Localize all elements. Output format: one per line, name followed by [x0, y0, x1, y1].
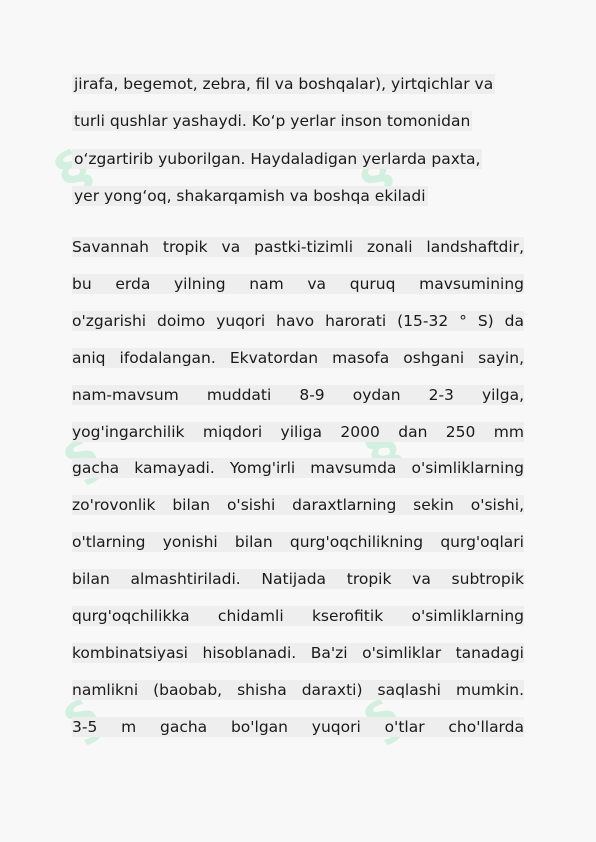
paragraph-line-text: nam-mavsum muddati 8-9 oydan 2-3 yilga,	[72, 386, 524, 404]
paragraph-line	[72, 532, 524, 552]
paragraph-line-text: zo'rovonlik bilan o'sishi daraxtlarning sekin o'sishi,	[72, 496, 524, 514]
paragraph-line-text: Savannah tropik va pastki-tizimli zonali landshaftdir,	[72, 238, 524, 256]
paragraph-line-text: o'tlarning yonishi bilan qurg'oqchilikning qurg'oqlari	[72, 533, 524, 551]
paragraph-line-text: aniq ifodalangan. Ekvatordan masofa oshgani sayin,	[72, 349, 524, 367]
paragraph-line	[72, 458, 524, 478]
paragraph-line-text: o'zgarishi doimo yuqori havo harorati (15-32 ° S) da	[72, 312, 524, 330]
paragraph-line: yer yong‘oq, shakarqamish va boshqa ekiladi	[74, 187, 426, 205]
paragraph-line-text: namlikni (baobab, shisha daraxti) saqlashi mumkin.	[72, 681, 524, 699]
paragraph-line-text: kombinatsiyasi hisoblanadi. Ba'zi o'simliklar tanadagi	[72, 644, 524, 662]
watermark-logo-icon: §	[44, 138, 101, 205]
paragraph-line: o‘zgartirib yuborilgan. Haydaladigan yerlarda paxta,	[74, 150, 481, 168]
paragraph-line	[72, 237, 524, 257]
paragraph-line-text: qurg'oqchilikka chidamli kserofitik o'simliklarning	[72, 607, 524, 625]
watermark-logo-icon: §	[354, 418, 411, 485]
paragraph-line	[72, 385, 524, 405]
paragraph-line-text: gacha kamayadi. Yomg'irli mavsumda o'simliklarning	[72, 459, 524, 477]
paragraph-line-text: bu erda yilning nam va quruq mavsumining	[72, 275, 524, 293]
paragraph-line	[72, 311, 524, 331]
paragraph-line	[72, 274, 524, 294]
paragraph-line	[72, 717, 524, 737]
paragraph-line-text: 3-5 m gacha bo'lgan yuqori o'tlar cho'llarda	[72, 718, 524, 736]
paragraph-line	[72, 680, 524, 700]
watermark-logo-icon: §	[344, 138, 401, 205]
paragraph-line	[72, 606, 524, 626]
paragraph-line	[72, 422, 524, 442]
paragraph-line-text: bilan almashtiriladi. Natijada tropik va subtropik	[72, 570, 524, 588]
paragraph-line	[72, 495, 524, 515]
paragraph-line	[72, 348, 524, 368]
paragraph-line	[72, 569, 524, 589]
paragraph-line-text: yog'ingarchilik miqdori yiliga 2000 dan 250 mm	[72, 423, 524, 441]
paragraph-line	[72, 643, 524, 663]
paragraph-line: jirafa, begemot, zebra, fil va boshqalar), yirtqichlar va	[74, 75, 494, 93]
paragraph-line: turli qushlar yashaydi. Ko‘p yerlar inson tomonidan	[74, 112, 471, 130]
